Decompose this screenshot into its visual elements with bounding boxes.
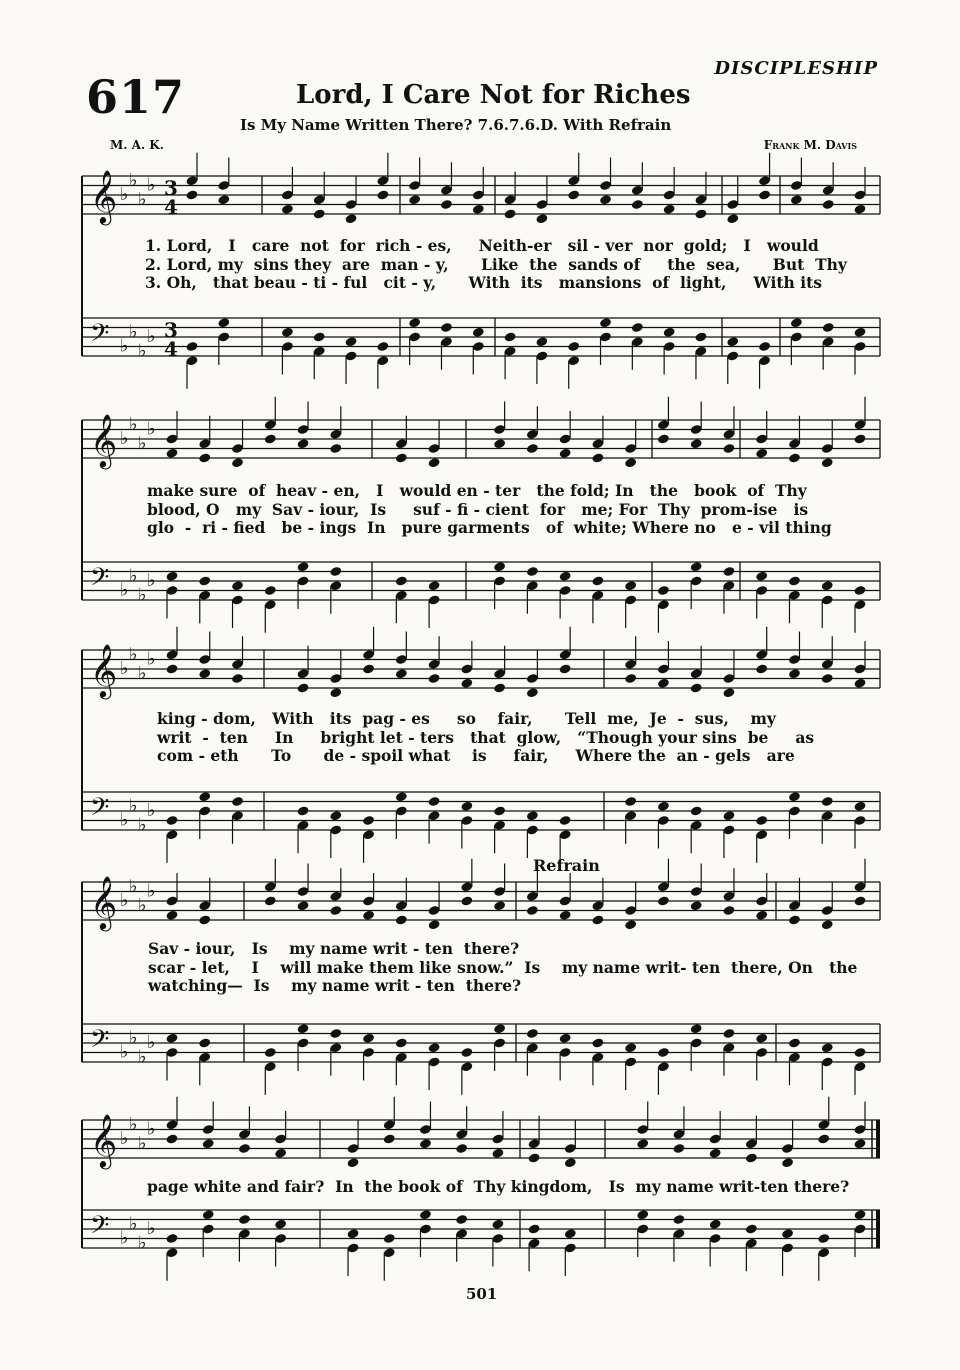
note-head bbox=[755, 1033, 768, 1044]
hymn-number: 617 bbox=[86, 70, 186, 124]
note-head bbox=[238, 1143, 251, 1154]
note-head bbox=[657, 678, 670, 689]
lyric-line: make sure of heav - en, I would en - ter the fold; In the book of Thy bbox=[147, 481, 807, 500]
flat-icon: ♭ bbox=[120, 428, 129, 449]
note-head bbox=[231, 673, 244, 684]
note-head bbox=[376, 189, 389, 200]
note-head bbox=[781, 1228, 794, 1239]
flat-icon: ♭ bbox=[147, 1218, 156, 1239]
note-head bbox=[790, 194, 803, 205]
lyric-line: writ - ten In bright let - ters that glow, “Though your sins be as bbox=[157, 728, 815, 747]
note-head bbox=[395, 668, 408, 679]
note-head bbox=[428, 796, 441, 807]
note-head bbox=[185, 341, 198, 352]
note-head bbox=[231, 580, 244, 591]
note-head bbox=[690, 438, 703, 449]
note-head bbox=[559, 910, 572, 921]
note-head bbox=[231, 457, 244, 468]
note-head bbox=[345, 213, 358, 224]
note-head bbox=[853, 1209, 866, 1220]
note-head bbox=[491, 1219, 504, 1230]
note-head bbox=[428, 919, 441, 930]
flat-icon: ♭ bbox=[120, 890, 129, 911]
note-head bbox=[624, 457, 637, 468]
note-head bbox=[526, 566, 539, 577]
note-head bbox=[362, 1033, 375, 1044]
note-head bbox=[526, 687, 539, 698]
flat-icon: ♭ bbox=[138, 1232, 147, 1254]
note-head bbox=[559, 815, 572, 826]
note-head bbox=[428, 580, 441, 591]
hymn-title: Lord, I Care Not for Riches bbox=[296, 80, 691, 110]
note-head bbox=[624, 1042, 637, 1053]
note-head bbox=[599, 317, 612, 328]
flat-icon: ♭ bbox=[147, 880, 156, 902]
note-head bbox=[165, 663, 178, 674]
flat-icon: ♭ bbox=[147, 1032, 156, 1053]
note-head bbox=[690, 561, 703, 572]
note-head bbox=[198, 1037, 211, 1048]
note-head bbox=[559, 448, 572, 459]
note-head bbox=[395, 791, 408, 802]
note-head bbox=[853, 801, 866, 812]
flat-icon: ♭ bbox=[147, 800, 156, 821]
note-head bbox=[313, 208, 326, 219]
flat-icon: ♭ bbox=[138, 662, 147, 684]
note-head bbox=[709, 1148, 722, 1159]
note-head bbox=[722, 810, 735, 821]
note-head bbox=[591, 575, 604, 586]
flat-icon: ♭ bbox=[129, 1213, 138, 1235]
note-head bbox=[694, 208, 707, 219]
note-head bbox=[202, 1209, 215, 1220]
lyric-line: 3. Oh, that beau - ti - ful cit - y, With its mansions of light, With its bbox=[145, 273, 822, 292]
note-head bbox=[165, 815, 178, 826]
note-head bbox=[709, 1219, 722, 1230]
note-head bbox=[690, 1023, 703, 1034]
flat-icon: ♭ bbox=[120, 809, 129, 831]
flat-icon: ♭ bbox=[120, 184, 129, 205]
lyric-line: watching— Is my name writ - ten there? bbox=[148, 976, 522, 995]
lyricist-credit: M. A. K. bbox=[110, 138, 164, 152]
flat-icon: ♭ bbox=[147, 326, 156, 347]
note-head bbox=[853, 1047, 866, 1058]
lyric-line: com - eth To de - spoil what is fair, Where the an - gels are bbox=[157, 746, 795, 765]
note-head bbox=[383, 1133, 396, 1144]
note-head bbox=[526, 905, 539, 916]
note-head bbox=[526, 443, 539, 454]
flat-icon: ♭ bbox=[138, 188, 147, 210]
note-head bbox=[624, 796, 637, 807]
note-head bbox=[165, 1033, 178, 1044]
lyric-line: glo - ri - fied be - ings In pure garments of white; Where no e - vil thing bbox=[147, 518, 832, 537]
flat-icon: ♭ bbox=[129, 1113, 138, 1135]
note-head bbox=[817, 1133, 830, 1144]
note-head bbox=[472, 204, 485, 215]
note-head bbox=[493, 900, 506, 911]
note-head bbox=[297, 900, 310, 911]
flat-icon: ♭ bbox=[138, 340, 147, 362]
treble-clef-icon: 𝄞 bbox=[90, 643, 118, 697]
note-head bbox=[631, 199, 644, 210]
note-head bbox=[631, 322, 644, 333]
flat-icon: ♭ bbox=[120, 579, 129, 601]
note-head bbox=[362, 910, 375, 921]
note-head bbox=[657, 585, 670, 596]
note-head bbox=[493, 1023, 506, 1034]
note-head bbox=[821, 457, 834, 468]
bass-clef-icon: 𝄢 bbox=[90, 793, 110, 828]
treble-clef-icon: 𝄞 bbox=[90, 1113, 118, 1167]
note-head bbox=[428, 673, 441, 684]
note-head bbox=[526, 810, 539, 821]
final-barline bbox=[876, 1210, 880, 1248]
note-head bbox=[528, 1223, 541, 1234]
note-head bbox=[198, 575, 211, 586]
flat-icon: ♭ bbox=[120, 1227, 129, 1249]
note-head bbox=[202, 1138, 215, 1149]
note-head bbox=[821, 580, 834, 591]
note-head bbox=[428, 1042, 441, 1053]
time-signature-denominator: 4 bbox=[164, 337, 178, 361]
note-head bbox=[821, 796, 834, 807]
note-head bbox=[657, 801, 670, 812]
note-head bbox=[822, 199, 835, 210]
note-head bbox=[274, 1148, 287, 1159]
flat-icon: ♭ bbox=[129, 1027, 138, 1049]
note-head bbox=[281, 327, 294, 338]
note-head bbox=[264, 585, 277, 596]
note-head bbox=[493, 805, 506, 816]
note-head bbox=[528, 1152, 541, 1163]
note-head bbox=[231, 796, 244, 807]
page-number: 501 bbox=[466, 1285, 498, 1303]
lyric-line: page white and fair? In the book of Thy kingdom, Is my name writ-ten there? bbox=[147, 1177, 850, 1196]
note-head bbox=[755, 815, 768, 826]
note-head bbox=[347, 1157, 360, 1168]
note-head bbox=[853, 585, 866, 596]
note-head bbox=[313, 331, 326, 342]
note-head bbox=[817, 1233, 830, 1244]
note-head bbox=[297, 805, 310, 816]
lyric-line: blood, O my Sav - iour, Is suf - fi - cient for me; For Thy prom-ise is bbox=[147, 500, 809, 519]
note-head bbox=[722, 905, 735, 916]
note-head bbox=[419, 1209, 432, 1220]
note-head bbox=[690, 682, 703, 693]
bass-clef-icon: 𝄢 bbox=[90, 563, 110, 598]
note-head bbox=[297, 438, 310, 449]
flat-icon: ♭ bbox=[120, 658, 129, 679]
note-head bbox=[663, 204, 676, 215]
note-head bbox=[853, 678, 866, 689]
note-head bbox=[198, 914, 211, 925]
note-head bbox=[395, 1037, 408, 1048]
note-head bbox=[165, 1233, 178, 1244]
note-head bbox=[755, 910, 768, 921]
note-head bbox=[788, 668, 801, 679]
note-head bbox=[657, 433, 670, 444]
note-head bbox=[493, 438, 506, 449]
note-head bbox=[624, 673, 637, 684]
note-head bbox=[599, 194, 612, 205]
note-head bbox=[821, 919, 834, 930]
note-head bbox=[504, 208, 517, 219]
note-head bbox=[362, 663, 375, 674]
note-head bbox=[165, 571, 178, 582]
time-signature-numerator: 3 bbox=[164, 176, 178, 200]
note-head bbox=[788, 575, 801, 586]
note-head bbox=[460, 801, 473, 812]
time-signature-numerator: 3 bbox=[164, 318, 178, 342]
note-head bbox=[722, 687, 735, 698]
note-head bbox=[788, 452, 801, 463]
note-head bbox=[758, 189, 771, 200]
flat-icon: ♭ bbox=[129, 321, 138, 343]
note-head bbox=[591, 914, 604, 925]
note-head bbox=[788, 1037, 801, 1048]
note-head bbox=[591, 452, 604, 463]
lyric-line: 2. Lord, my sins they are man - y, Like the sands of the sea, But Thy bbox=[145, 255, 847, 274]
note-head bbox=[455, 1214, 468, 1225]
note-head bbox=[165, 448, 178, 459]
note-head bbox=[460, 895, 473, 906]
flat-icon: ♭ bbox=[129, 169, 138, 191]
treble-clef-icon: 𝄞 bbox=[90, 875, 118, 929]
note-head bbox=[790, 317, 803, 328]
flat-icon: ♭ bbox=[138, 894, 147, 916]
note-head bbox=[264, 1047, 277, 1058]
flat-icon: ♭ bbox=[129, 795, 138, 817]
flat-icon: ♭ bbox=[129, 565, 138, 587]
flat-icon: ♭ bbox=[138, 814, 147, 836]
note-head bbox=[455, 1143, 468, 1154]
note-head bbox=[564, 1228, 577, 1239]
note-head bbox=[564, 1157, 577, 1168]
note-head bbox=[755, 448, 768, 459]
note-head bbox=[722, 443, 735, 454]
note-head bbox=[281, 204, 294, 215]
note-head bbox=[408, 194, 421, 205]
note-head bbox=[395, 914, 408, 925]
lyric-line: king - dom, With its pag - es so fair, Tell me, Je - sus, my bbox=[157, 709, 776, 728]
note-head bbox=[535, 336, 548, 347]
treble-clef-icon: 𝄞 bbox=[90, 169, 118, 223]
note-head bbox=[395, 575, 408, 586]
note-head bbox=[493, 682, 506, 693]
treble-clef-icon: 𝄞 bbox=[90, 413, 118, 467]
note-head bbox=[383, 1233, 396, 1244]
note-head bbox=[853, 433, 866, 444]
note-head bbox=[758, 341, 771, 352]
note-head bbox=[329, 443, 342, 454]
note-head bbox=[624, 919, 637, 930]
note-head bbox=[755, 663, 768, 674]
note-head bbox=[493, 561, 506, 572]
flat-icon: ♭ bbox=[138, 432, 147, 454]
flat-icon: ♭ bbox=[147, 418, 156, 440]
note-head bbox=[504, 331, 517, 342]
note-head bbox=[821, 673, 834, 684]
note-head bbox=[663, 327, 676, 338]
flat-icon: ♭ bbox=[129, 643, 138, 665]
note-head bbox=[347, 1228, 360, 1239]
note-head bbox=[559, 1033, 572, 1044]
note-head bbox=[745, 1152, 758, 1163]
note-head bbox=[657, 895, 670, 906]
note-head bbox=[185, 189, 198, 200]
note-head bbox=[624, 580, 637, 591]
note-head bbox=[491, 1148, 504, 1159]
note-head bbox=[165, 1133, 178, 1144]
note-head bbox=[853, 204, 866, 215]
note-head bbox=[297, 561, 310, 572]
note-head bbox=[636, 1138, 649, 1149]
note-head bbox=[722, 1028, 735, 1039]
note-head bbox=[428, 457, 441, 468]
section-heading: DISCIPLESHIP bbox=[714, 58, 878, 79]
lyric-line: scar - let, I will make them like snow.” Is my name writ- ten there, On the bbox=[148, 958, 858, 977]
note-head bbox=[745, 1223, 758, 1234]
note-head bbox=[264, 895, 277, 906]
note-head bbox=[264, 433, 277, 444]
hymn-subtitle: Is My Name Written There? 7.6.7.6.D. With Refrain bbox=[240, 116, 672, 134]
note-head bbox=[362, 815, 375, 826]
note-head bbox=[853, 895, 866, 906]
note-head bbox=[822, 322, 835, 333]
note-head bbox=[297, 1023, 310, 1034]
note-head bbox=[559, 663, 572, 674]
note-head bbox=[345, 336, 358, 347]
flat-icon: ♭ bbox=[120, 335, 129, 357]
flat-icon: ♭ bbox=[147, 174, 156, 196]
note-head bbox=[460, 1047, 473, 1058]
flat-icon: ♭ bbox=[147, 570, 156, 591]
note-head bbox=[690, 805, 703, 816]
note-head bbox=[657, 1047, 670, 1058]
bass-clef-icon: 𝄢 bbox=[90, 1025, 110, 1060]
note-head bbox=[853, 327, 866, 338]
note-head bbox=[853, 1138, 866, 1149]
note-head bbox=[535, 213, 548, 224]
note-head bbox=[329, 905, 342, 916]
note-head bbox=[726, 336, 739, 347]
note-head bbox=[198, 452, 211, 463]
note-head bbox=[672, 1143, 685, 1154]
note-head bbox=[329, 566, 342, 577]
flat-icon: ♭ bbox=[120, 1041, 129, 1063]
flat-icon: ♭ bbox=[147, 648, 156, 670]
note-head bbox=[376, 341, 389, 352]
note-head bbox=[217, 317, 230, 328]
note-head bbox=[165, 910, 178, 921]
note-head bbox=[198, 791, 211, 802]
note-head bbox=[297, 682, 310, 693]
note-head bbox=[788, 791, 801, 802]
note-head bbox=[238, 1214, 251, 1225]
final-barline bbox=[876, 1120, 880, 1158]
composer-credit: Frank M. Davis bbox=[763, 138, 857, 152]
note-head bbox=[726, 213, 739, 224]
bass-clef-icon: 𝄢 bbox=[90, 1211, 110, 1246]
note-head bbox=[781, 1157, 794, 1168]
note-head bbox=[821, 1042, 834, 1053]
flat-icon: ♭ bbox=[138, 584, 147, 606]
note-head bbox=[567, 189, 580, 200]
note-head bbox=[419, 1138, 432, 1149]
note-head bbox=[472, 327, 485, 338]
note-head bbox=[440, 199, 453, 210]
note-head bbox=[329, 1028, 342, 1039]
flat-icon: ♭ bbox=[129, 413, 138, 435]
note-head bbox=[440, 322, 453, 333]
note-head bbox=[694, 331, 707, 342]
lyric-line: 1. Lord, I care not for rich - es, Neith-er sil - ver nor gold; I would bbox=[145, 236, 819, 255]
flat-icon: ♭ bbox=[147, 1118, 156, 1140]
flat-icon: ♭ bbox=[129, 875, 138, 897]
note-head bbox=[636, 1209, 649, 1220]
flat-icon: ♭ bbox=[138, 1132, 147, 1154]
flat-icon: ♭ bbox=[120, 1128, 129, 1149]
time-signature-denominator: 4 bbox=[164, 195, 178, 219]
note-head bbox=[722, 566, 735, 577]
note-head bbox=[755, 571, 768, 582]
flat-icon: ♭ bbox=[138, 1046, 147, 1068]
lyric-line: Sav - iour, Is my name writ - ten there? bbox=[148, 939, 520, 958]
note-head bbox=[329, 810, 342, 821]
note-head bbox=[567, 341, 580, 352]
note-head bbox=[559, 571, 572, 582]
note-head bbox=[526, 1028, 539, 1039]
note-head bbox=[217, 194, 230, 205]
note-head bbox=[591, 1037, 604, 1048]
note-head bbox=[329, 687, 342, 698]
note-head bbox=[198, 668, 211, 679]
note-head bbox=[672, 1214, 685, 1225]
note-head bbox=[788, 914, 801, 925]
refrain-label: Refrain bbox=[533, 856, 600, 875]
note-head bbox=[274, 1219, 287, 1230]
note-head bbox=[395, 452, 408, 463]
note-head bbox=[408, 317, 421, 328]
bass-clef-icon: 𝄢 bbox=[90, 319, 110, 354]
note-head bbox=[460, 678, 473, 689]
note-head bbox=[690, 900, 703, 911]
